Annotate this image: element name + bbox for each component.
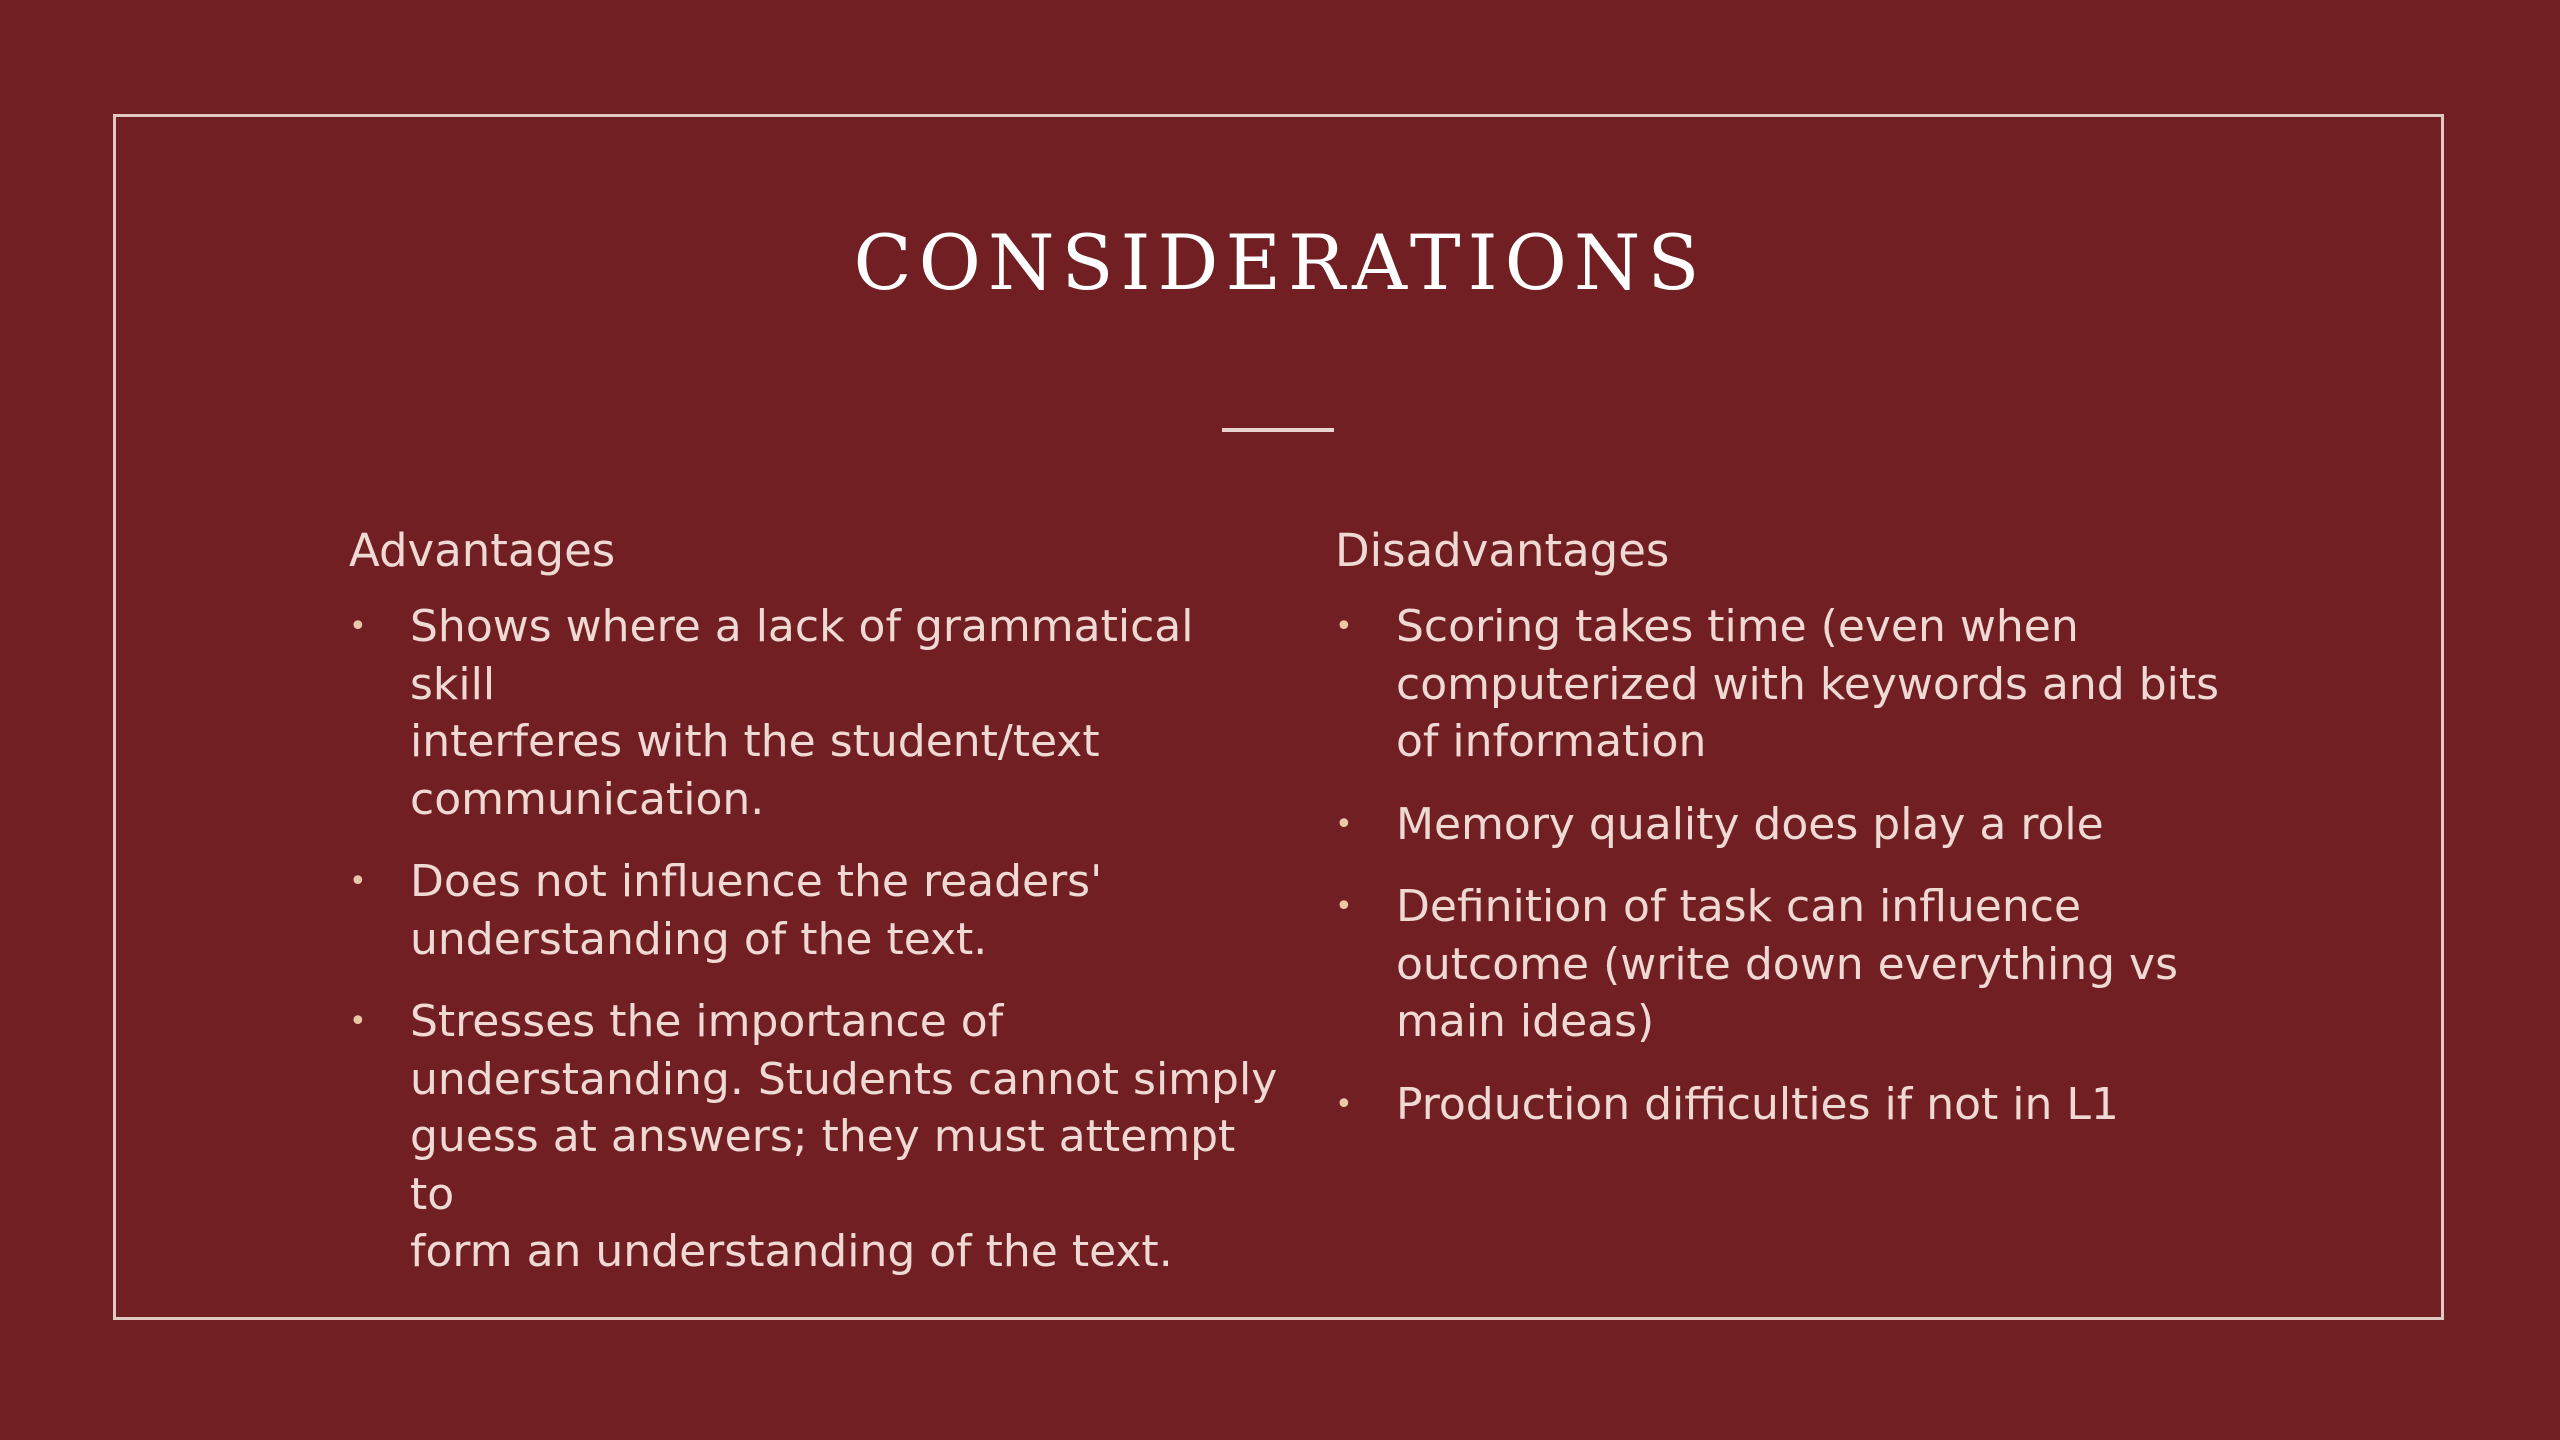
title-divider (1222, 428, 1334, 432)
disadvantage-line: Memory quality does play a role (1396, 798, 2104, 850)
bullet-icon: • (1335, 889, 1353, 924)
advantages-heading: Advantages (349, 524, 616, 577)
advantage-line: form an understanding of the text. (410, 1226, 1173, 1277)
bullet-icon: • (349, 609, 367, 644)
disadvantage-item (1335, 796, 2265, 854)
advantage-line: guess at answers; they must attempt to (410, 1111, 1236, 1220)
disadvantage-item (1335, 878, 2265, 1051)
bullet-icon: • (1335, 1086, 1353, 1122)
disadvantages-heading: Disadvantages (1335, 524, 1670, 577)
advantage-line: interferes with the student/text (410, 716, 1100, 767)
bullet-icon: • (1335, 806, 1353, 842)
disadvantage-line: Scoring takes time (even when (1396, 601, 2079, 652)
disadvantage-line: main ideas) (1396, 996, 1655, 1047)
advantage-item (349, 598, 1279, 828)
bullet-icon: • (349, 1004, 367, 1039)
advantages-list (349, 598, 1279, 1281)
disadvantage-item (1335, 1076, 2265, 1134)
disadvantage-line: computerized with keywords and bits (1396, 658, 2220, 710)
advantage-item (349, 853, 1279, 968)
advantage-line: Stresses the importance of (410, 996, 1004, 1047)
advantage-item (349, 993, 1279, 1281)
disadvantage-line: Production difficulties if not in L1 (1396, 1078, 2119, 1130)
disadvantages-column (1335, 522, 2265, 1158)
advantage-line: understanding of the text. (410, 913, 988, 965)
disadvantage-line: of information (1396, 716, 1707, 767)
advantage-line: Shows where a lack of grammatical skill (410, 601, 1194, 710)
advantages-column (349, 522, 1279, 1306)
disadvantage-line: outcome (write down everything vs (1396, 938, 2179, 990)
bullet-icon: • (1335, 609, 1353, 644)
bullet-icon: • (349, 864, 367, 899)
advantage-line: Does not influence the readers' (410, 856, 1103, 907)
advantage-line: communication. (410, 773, 765, 825)
disadvantage-item (1335, 598, 2265, 771)
disadvantage-line: Definition of task can influence (1396, 881, 2082, 932)
disadvantages-list (1335, 598, 2265, 1133)
slide-title: CONSIDERATIONS (853, 218, 1707, 307)
advantage-line: understanding. Students cannot simply (410, 1053, 1278, 1105)
